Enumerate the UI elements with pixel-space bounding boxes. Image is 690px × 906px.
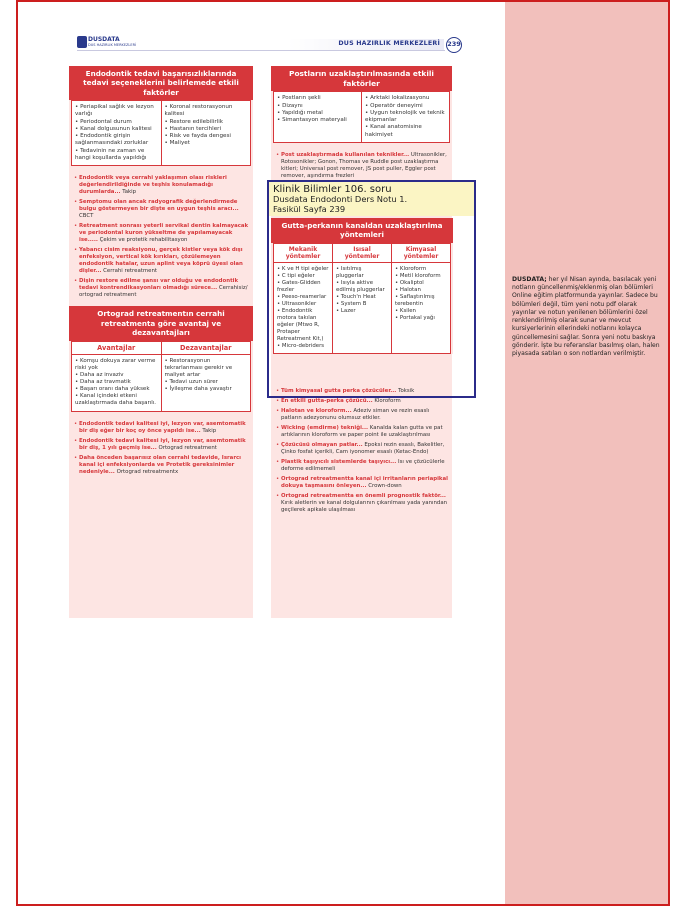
list-item: • Halotan — [395, 287, 447, 294]
thermal-header: Isısal yöntemler — [332, 244, 391, 263]
header-title: DUS HAZIRLIK MERKEZLERİ — [338, 40, 440, 47]
list-item: • Saflaştırılmış terebentin — [395, 294, 447, 308]
gutta-removal-lists — [274, 263, 450, 353]
list-item: • Restore edilebilirlik — [165, 119, 248, 126]
list-item: • Lazer — [336, 308, 388, 315]
list-item: • Post uzaklaştırmada kullanılan teknikler... Ultrasonikler, Rotosonikler; Gonon, Thomas ve Ruddle post uzaklaştırma kitleri; Universal post remover, JS post puller, Eggler post remover, aşındırma frezleri — [276, 152, 448, 180]
disadvantages-header: Dezavantajlar — [161, 342, 251, 355]
reference-question: Klinik Bilimler 106. soru — [273, 184, 392, 195]
list-item: • Metil kloroform — [395, 273, 447, 280]
mechanical-list — [274, 263, 332, 353]
list-item: • En etkili gutta-perka çözücü... Kloroform — [276, 398, 448, 405]
list-item: • Semptomu olan ancak radyografik değerlendirmede bulgu göstermeyen bir dişte en uygun teşhis aracı... CBCT — [74, 199, 249, 220]
orthograde-bullets — [69, 418, 253, 481]
list-item: • System B — [336, 301, 388, 308]
orthograde-lists — [72, 355, 250, 411]
thermal-list — [332, 263, 391, 353]
list-item: • Tüm kimyasal gutta perka çözücüler... Toksik — [276, 388, 448, 395]
chemical-list — [391, 263, 450, 353]
reference-page: Fasikül Sayfa 239 — [273, 203, 346, 214]
left-column — [69, 66, 253, 618]
list-item: • Retreatment sonrası yeterli servikal dentin kalmayacak ve periodontal kuron yükseltme de yapılamayacak ise..... Çekim ve protetik rehabilitasyon — [74, 223, 249, 244]
list-item: • Çözücüsü olmayan patlar... Epoksi rezin esaslı, Bakelitler, Çinko fosfat içerikli, Cam iyonomer esaslı (Ketac-Endo) — [276, 442, 448, 456]
list-item: • Risk ve fayda dengesi — [165, 133, 248, 140]
list-item: • Tedavinin ne zaman ve hangi koşullarda yapıldığı — [75, 148, 158, 163]
failure-factors-list — [71, 100, 251, 166]
list-item: • Endodontik motora takılan eğeler (Mtwo R, Protaper Retreatment Kit,) — [277, 308, 329, 343]
failure-factors-left — [72, 101, 161, 165]
list-item: • Gates-Glidden frezler — [277, 280, 329, 294]
list-item: • Portakal yağı — [395, 315, 447, 322]
list-item: • Yabancı cisim reaksiyonu, gerçek kistler veya kök dışı enfeksiyon, vertical kök kırıkları, çözülemeyen endodontik hatalar, uzun aplint veya köprü üyesi olan dişler... Cerrahi retreatment — [74, 247, 249, 275]
failure-factors-right — [161, 101, 251, 165]
list-item: • Maliyet — [165, 140, 248, 147]
side-note-brand: DUSDATA; — [512, 276, 547, 283]
gutta-removal-card — [271, 218, 453, 354]
treatment-bullets — [69, 172, 253, 304]
list-item: • Daha önceden başarısız olan cerrahi tedavide, Israrcı kanal içi enfeksiyonlarda ve Protetik gereksinimler nedeniyle... Ortograd retreatmentx — [74, 455, 249, 476]
list-item: • Endodontik tedavi kalitesi iyi, lezyon var, asemtomatik bir diş, 1 yılı geçmiş ise... Ortograd retreatment — [74, 438, 249, 452]
list-item: • Endodontik veya cerrahi yaklaşımın olası riskleri değerlendirildiğinde ve teşhis konulamadığı durumlarda... Takip — [74, 175, 249, 196]
list-item: • Plastik taşıyıcılı sistemlerde taşıyıcı... Isı ve çözücülerle deforme edilmemeli — [276, 459, 448, 473]
logo-text: DUSDATA — [88, 36, 120, 43]
list-item: • Endodontik tedavi kalitesi iyi, lezyon var, asemtomatik bir diş eğer bir koç oy önce yapıldı ise... Takip — [74, 421, 249, 435]
list-item: • Endodontik girişin sağlanmasındaki zorluklar — [75, 133, 158, 148]
logo-mark-icon — [77, 36, 87, 48]
list-item: • Peeso-reamerlar — [277, 294, 329, 301]
list-item: • Periodontal durum — [75, 119, 158, 126]
dusdata-logo — [77, 36, 137, 50]
orthograde-table — [71, 341, 251, 412]
page-number: 239 — [446, 37, 462, 53]
list-item: • K ve H tipi eğeler — [277, 266, 329, 273]
list-item: • Okaliptol — [395, 280, 447, 287]
list-item: • Isıyla aktive edilmiş pluggerlar — [336, 280, 388, 294]
list-item: • Komşu dokuya zarar verme riski yok — [75, 358, 158, 372]
disadvantages-list — [161, 355, 251, 411]
reference-label — [269, 182, 474, 216]
list-item: • C tipi eğeler — [277, 273, 329, 280]
list-item: • Operatör deneyimi — [365, 103, 446, 110]
list-item: • Kanal dolgusunun kalitesi — [75, 126, 158, 133]
list-item: • Ortograd retreatmentta en önemli prognostik faktör... Kırık aletlerin ve kanal dolgularının çıkarılması yada yanından geçilerek apikale ulaşılması — [276, 493, 448, 514]
failure-factors-title: Endodontik tedavi başarısızlıklarında tedavi seçeneklerini belirlemede etkili faktörler — [69, 66, 253, 100]
advantages-list — [72, 355, 161, 411]
side-note-text: her yıl Nisan ayında, basılacak yeni notların güncellenmiş/eklenmiş olan bölümleri Online eğitim platformunda yayınlar. Sadece bu bölümleri değil, tüm yeni notu pdf olarak yayınlar ve notun yenilenen bölümlerini özel renklendirilmiş olarak sunar ve mevcut kursiyerlerinin ellerindeki notlarını kolayca güncellemesini sağlar. Sonra yeni notu baskıya gönderir. İşte bu referanslar basılmış olan, halen piyasada satılan o son notlardan verilmiştir. — [512, 276, 660, 357]
list-item: • Daha az travmatik — [75, 379, 158, 386]
orthograde-headers — [72, 342, 250, 355]
list-item: • Koronal restorasyonun kalitesi — [165, 104, 248, 119]
mechanical-header: Mekanik yöntemler — [274, 244, 332, 263]
orthograde-title: Ortograd retreatmentın cerrahi retreatmenta göre avantaj ve dezavantajları — [69, 306, 253, 340]
chemical-header: Kimyasal yöntemler — [391, 244, 450, 263]
list-item: • İyileşme daha yavaştır — [165, 386, 248, 393]
annotation-panel — [505, 2, 668, 904]
list-item: • Periapikal sağlık ve lezyon varlığı — [75, 104, 158, 119]
list-item: • Ortograd retreatmentta kanal içi irritanların periapikal dokuya taşmasını önleyen... Crown-down — [276, 476, 448, 490]
post-removal-list — [273, 91, 450, 143]
list-item: • Dizaynı — [277, 103, 358, 110]
logo-subtext: DUS HAZIRLIK MERKEZLERİ — [88, 43, 137, 47]
list-item: • Yapıldığı metal — [277, 110, 358, 117]
list-item: • Kanal içindeki etkeni uzaklaştırmada daha başarılı. — [75, 393, 158, 407]
list-item: • Simantasyon materyali — [277, 117, 358, 124]
gutta-bullets — [271, 385, 452, 519]
list-item: • Micro-debriders — [277, 343, 329, 350]
list-item: • Dişin restore edilme şansı var olduğu ve endodontik tedavi kontrendikasyonları olmadığı sürece... Cerrahisiz/ ortograd retreatment — [74, 278, 249, 299]
list-item: • Ultrasonikler — [277, 301, 329, 308]
list-item: • Wicking (emdirme) tekniği... Kanalda kalan gutta ve pat artıklarının kloroform ve paper point ile uzaklaştırılması — [276, 425, 448, 439]
list-item: • Halotan ve kloroform... Adeziv siman ve rezin esaslı patların adezyonunu olumsuz etkiler. — [276, 408, 448, 422]
post-factors-right — [361, 92, 449, 142]
side-note — [512, 276, 662, 358]
post-factors-left — [274, 92, 361, 142]
list-item: • Hastanın tercihleri — [165, 126, 248, 133]
list-item: • Postların şekli — [277, 95, 358, 102]
list-item: • Kloroform — [395, 266, 447, 273]
gutta-removal-headers — [274, 244, 450, 263]
gutta-removal-table — [273, 243, 451, 355]
list-item: • Arktaki lokalizasyonu — [365, 95, 446, 102]
list-item: • Isıtılmış pluggerlar — [336, 266, 388, 280]
header-divider — [77, 50, 445, 51]
list-item: • Daha az invaziv — [75, 372, 158, 379]
list-item: • Başarı oranı daha yüksek — [75, 386, 158, 393]
list-item: • Restorasyonun tekrarlanması gerekir ve maliyet artar — [165, 358, 248, 379]
reference-source: Dusdata Endodonti Ders Notu 1. — [273, 194, 408, 204]
list-item: • Tedavi uzun sürer — [165, 379, 248, 386]
gutta-removal-title: Gutta-perkanın kanaldan uzaklaştırılma yöntemleri — [271, 218, 453, 243]
list-item: • Uygun teknolojik ve teknik ekipmanlar — [365, 110, 446, 125]
highlight-overlay — [267, 180, 476, 398]
post-removal-title: Postların uzaklaştırılmasında etkili faktörler — [271, 66, 452, 91]
list-item: • Ksilen — [395, 308, 447, 315]
list-item: • Kanal anatomisine hakimiyet — [365, 124, 446, 139]
list-item: • Touch'n Heat — [336, 294, 388, 301]
advantages-header: Avantajlar — [72, 342, 161, 355]
